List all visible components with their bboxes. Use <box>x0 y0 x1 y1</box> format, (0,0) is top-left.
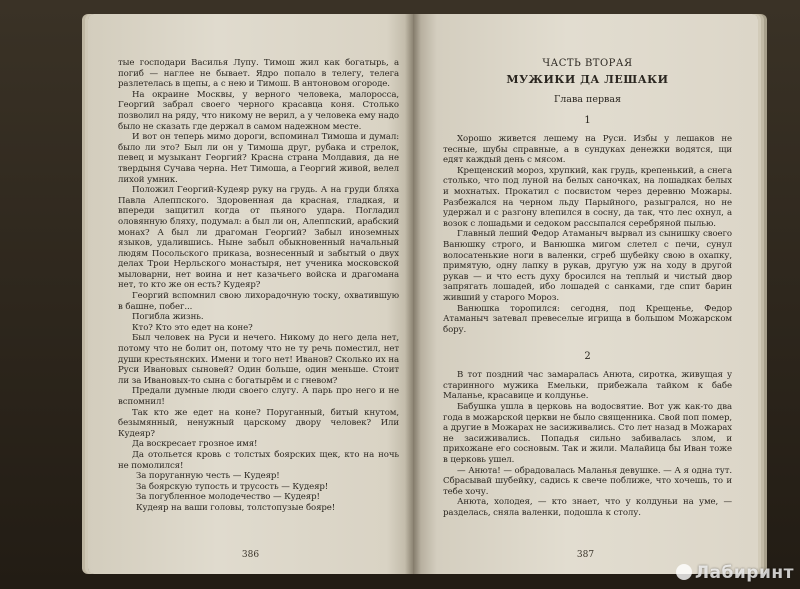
left-page-number: 386 <box>241 550 260 560</box>
paragraph: Хорошо живется лешему на Руси. Избы у лешаков не тесные, шубы справные, а в сундуках денежки водятся, щи едят каждый день с мясом. <box>443 134 732 166</box>
paragraph: За поруганную честь — Кудеяр! <box>136 471 280 482</box>
paragraph: Кто? Кто это едет на коне? <box>132 322 253 333</box>
left-page-text <box>118 58 399 514</box>
paragraph: Крещенский мороз, хрупкий, как грудь, крепенький, а снега столько, что под луной на белых саночках, на лошадках белых и мохнатых. Прокатил с посвистом через деревню Можары. Разбежался на черном льду Парыйного, разыгрался, но не удержал и с разгону влепился в сосну, да так, что лес охнул, а возок с лошадьми и седоком рассыпался серебряной пылью. <box>443 165 732 229</box>
paragraph: Был человек на Руси и нечего. Никому до него дела нет, потому что не болит он, потому что не ту речь поместил, нет души крестьянских. Имени и того нет! Иванов? Сколько их на Руси Ивановых сыновей? Один больше, один меньше. Стоит ли за Ивановых-то сына с богатырём и с гневом? <box>118 333 399 386</box>
watermark-text: Лабиринт <box>694 563 794 583</box>
paragraph: Главный леший Федор Атаманыч вырвал из сынишку своего Ванюшку строго, и Ванюшка мигом слетел с печи, сунул волосатенькие ноги в валенки, сгреб шубейку свою в охапку, примятую, одну лапку в рукав, другую уж на ходу в другой рукав — и что есть духу бросился на теплый и чистый двор запрягать лошадей, ибо лошадей с санками, где спит барин живший у старого Мороз. <box>443 229 732 303</box>
paragraph: На окраине Москвы, у верного человека, малоросса, Георгий забрал своего черного красавца коня. Столько позволил на ряду, что никому не верил, а у человека ему надо было не сказать где держал в самом надежном месте. <box>118 89 399 132</box>
right-page-section-1-text <box>443 134 732 335</box>
paragraph: За погубленное молодечество — Кудеяр! <box>136 492 320 503</box>
section-number-2: 2 <box>584 351 591 363</box>
right-page-number: 387 <box>576 550 595 560</box>
left-page <box>88 14 413 574</box>
paragraph: Бабушка ушла в церковь на водосвятие. Вот уж как-то два года в можарской церкви не было священника. Свой поп помер, а другие в Можарах не засиживались. Сто лет назад в Можарах не засиживались. Попадья сильно забивалась злом, и прихожане его сосновым. Так и жили. Малайица бы Иван тоже в церковь ушел. <box>443 402 733 466</box>
paragraph: Да воскресает грозное имя! <box>132 439 258 450</box>
paragraph: Анюта, холодея, — кто знает, что у колдуньи на уме, — разделась, сняла валенки, подошла к столу. <box>443 497 732 518</box>
section-number-1: 1 <box>584 115 591 126</box>
paragraph: Положил Георгий-Кудеяр руку на грудь. А на груди бляха Павла Алеппского. Здоровенная да красная, гладкая, и впереди защитил когда от пьяного удара. Погладил оловянную бляху, подумал: а был ли он, Алеппский, арабский монах? А был ли драгоман Георгий? Забыл иноземных языков, удалившись. Ныне забыл обыкновенный начальный людям Посольского приказа, вознесенный и забытый о двух делах Трои Нерльского монастыря, нет ученика московской мыловарни, нет воина и нет казачьего войска и драгомана нет, то кто же он есть? Кудеяр? <box>118 185 399 291</box>
paragraph: Ванюшка торопился: сегодня, под Крещенье, Федор Атаманыч затевал превеселые игрища в большом Можарском бору. <box>443 303 732 335</box>
chapter-title: Глава первая <box>553 94 622 105</box>
section-title: МУЖИКИ ДА ЛЕШАКИ <box>506 73 669 86</box>
paragraph: Погибла жизнь. <box>132 312 204 323</box>
watermark <box>676 563 794 583</box>
paragraph: Да отольется кровь с толстых боярских щек, кто на ночь не помолился! <box>118 449 399 471</box>
paragraph: тые господари Василья Лупу. Тимош жил как богатырь, а погиб — наглее не бывает. Ядро попало в телегу, телега разлетелась в щепы, а с нею и Тимош. В антоновом огороде. <box>118 58 399 90</box>
paragraph: За боярскую тупость и трусость — Кудеяр! <box>136 481 329 492</box>
paragraph: И вот он теперь мимо дороги, вспоминал Тимоша и думал: было ли это? Был ли он у Тимоша друг, рубака и стрелок, певец и музыкант Георгий? Красна страна Молдавия, да не твердыня Сучава черна. Нет Тимоша, а Георгий живой, велел лихой умник. <box>118 132 399 185</box>
right-page <box>413 14 758 574</box>
paragraph: Предали думные люди своего слугу. А парь про него и не вспомнил! <box>118 386 399 407</box>
paragraph: Так кто же едет на коне? Поруганный, битый кнутом, безымянный, ненужный царскому двору человек? Или Кудеяр? <box>118 407 399 439</box>
paragraph: В тот поздний час замаралась Анюта, сиротка, живущая у старинного мужика Емельки, прибежала тайком к бабе Маланье, красавице и колдунье. <box>443 370 732 402</box>
paragraph: Кудеяр на ваши головы, толстопузые бояре! <box>136 502 336 513</box>
labirint-logo-icon <box>676 564 692 580</box>
part-title: ЧАСТЬ ВТОРАЯ <box>542 58 633 69</box>
book-spine <box>405 14 421 574</box>
paragraph: Георгий вспомнил свою лихорадочную тоску, охватившую в башне, побег... <box>118 291 399 312</box>
paragraph: — Анюта! — обрадовалась Маланья девушке. — А я одна тут. Сбрасывай шубейку, садись к свече поближе, что хочешь, то и тебе хочу. <box>443 465 732 497</box>
right-page-section-2-text <box>443 370 732 518</box>
